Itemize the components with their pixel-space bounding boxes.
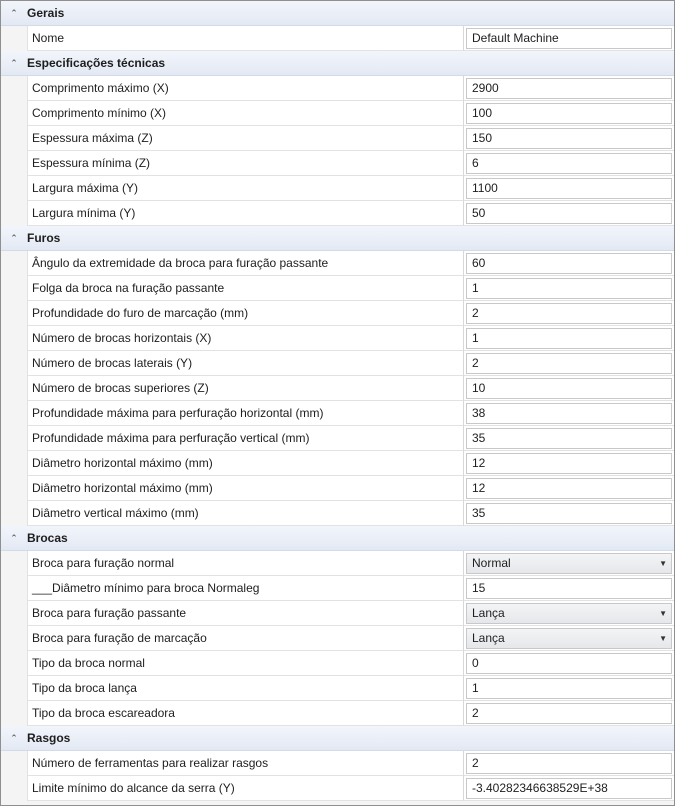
property-name[interactable]: Tipo da broca escareadora <box>27 701 463 726</box>
property-value-cell <box>463 626 674 651</box>
property-name[interactable]: Tipo da broca lança <box>27 676 463 701</box>
property-value-input[interactable]: 35 <box>466 428 672 449</box>
property-value-cell <box>463 76 674 101</box>
property-name[interactable]: Número de brocas superiores (Z) <box>27 376 463 401</box>
property-value-cell <box>463 401 674 426</box>
property-row <box>1 476 674 501</box>
property-value-input[interactable]: Default Machine <box>466 28 672 49</box>
property-value-cell <box>463 451 674 476</box>
property-value-input[interactable]: 2 <box>466 303 672 324</box>
property-row <box>1 251 674 276</box>
property-value-dropdown[interactable] <box>466 628 672 649</box>
property-value-cell <box>463 276 674 301</box>
property-value-input[interactable]: 1 <box>466 278 672 299</box>
property-row <box>1 701 674 726</box>
row-gutter <box>1 776 27 801</box>
property-value-input[interactable]: 35 <box>466 503 672 524</box>
row-gutter <box>1 251 27 276</box>
row-gutter <box>1 26 27 51</box>
property-name[interactable]: Largura máxima (Y) <box>27 176 463 201</box>
dropdown-arrow-icon[interactable]: ▼ <box>659 633 667 643</box>
property-value-input[interactable]: 1 <box>466 678 672 699</box>
property-name[interactable]: Número de brocas horizontais (X) <box>27 326 463 351</box>
property-value-cell <box>463 376 674 401</box>
property-row <box>1 376 674 401</box>
property-name[interactable]: Número de brocas laterais (Y) <box>27 351 463 376</box>
property-row <box>1 601 674 626</box>
property-value-cell <box>463 426 674 451</box>
dropdown-arrow-icon[interactable]: ▼ <box>659 608 667 618</box>
property-name[interactable]: Nome <box>27 26 463 51</box>
property-row <box>1 26 674 51</box>
property-value-cell <box>463 301 674 326</box>
row-gutter <box>1 376 27 401</box>
property-name[interactable]: Tipo da broca normal <box>27 651 463 676</box>
property-name[interactable]: Comprimento máximo (X) <box>27 76 463 101</box>
property-name[interactable]: Profundidade do furo de marcação (mm) <box>27 301 463 326</box>
category-label: Brocas <box>27 531 68 545</box>
property-name[interactable]: Comprimento mínimo (X) <box>27 101 463 126</box>
property-value-cell <box>463 576 674 601</box>
property-value-cell <box>463 751 674 776</box>
property-value-input[interactable]: 2 <box>466 703 672 724</box>
property-value-cell <box>463 701 674 726</box>
property-row <box>1 401 674 426</box>
property-value-cell <box>463 126 674 151</box>
property-row <box>1 426 674 451</box>
property-name[interactable]: Broca para furação de marcação <box>27 626 463 651</box>
row-gutter <box>1 426 27 451</box>
property-row <box>1 326 674 351</box>
property-name[interactable]: ___Diâmetro mínimo para broca Normaleg <box>27 576 463 601</box>
row-gutter <box>1 276 27 301</box>
row-gutter <box>1 76 27 101</box>
property-value-input[interactable]: 12 <box>466 453 672 474</box>
property-name[interactable]: Ângulo da extremidade da broca para furação passante <box>27 251 463 276</box>
row-gutter <box>1 401 27 426</box>
row-gutter <box>1 651 27 676</box>
property-value-cell <box>463 776 674 801</box>
property-value-input[interactable]: 10 <box>466 378 672 399</box>
property-value-input[interactable]: 60 <box>466 253 672 274</box>
property-value-cell <box>463 326 674 351</box>
property-value-input[interactable]: 6 <box>466 153 672 174</box>
collapse-chevron-icon[interactable]: ⌃ <box>10 7 18 18</box>
collapse-chevron-icon[interactable]: ⌃ <box>10 57 18 68</box>
property-row <box>1 201 674 226</box>
property-row <box>1 751 674 776</box>
property-row <box>1 351 674 376</box>
collapse-chevron-icon[interactable]: ⌃ <box>10 532 18 543</box>
property-name[interactable]: Limite mínimo do alcance da serra (Y) <box>27 776 463 801</box>
property-name[interactable]: Diâmetro horizontal máximo (mm) <box>27 451 463 476</box>
category-label: Furos <box>27 231 61 245</box>
property-name[interactable]: Broca para furação normal <box>27 551 463 576</box>
property-value-cell <box>463 176 674 201</box>
property-value-input[interactable]: 1 <box>466 328 672 349</box>
property-value-cell <box>463 651 674 676</box>
category-label: Rasgos <box>27 731 71 745</box>
property-name[interactable]: Diâmetro horizontal máximo (mm) <box>27 476 463 501</box>
row-gutter <box>1 676 27 701</box>
category-header-especificacoes-tecnicas[interactable] <box>1 51 674 76</box>
property-value-cell <box>463 101 674 126</box>
collapse-chevron-icon[interactable]: ⌃ <box>10 232 18 243</box>
property-row <box>1 501 674 526</box>
property-row <box>1 551 674 576</box>
property-value-cell <box>463 251 674 276</box>
property-name[interactable]: Número de ferramentas para realizar rasgos <box>27 751 463 776</box>
row-gutter <box>1 176 27 201</box>
category-header-furos[interactable] <box>1 226 674 251</box>
row-gutter <box>1 101 27 126</box>
property-name[interactable]: Largura mínima (Y) <box>27 201 463 226</box>
property-name[interactable]: Diâmetro vertical máximo (mm) <box>27 501 463 526</box>
property-value-input[interactable]: 2900 <box>466 78 672 99</box>
property-row <box>1 151 674 176</box>
property-value-input[interactable]: 15 <box>466 578 672 599</box>
property-row <box>1 451 674 476</box>
property-row <box>1 576 674 601</box>
property-row <box>1 626 674 651</box>
dropdown-arrow-icon[interactable]: ▼ <box>659 558 667 568</box>
property-value-input[interactable]: 2 <box>466 353 672 374</box>
property-row <box>1 776 674 801</box>
category-label: Especificações técnicas <box>27 56 166 70</box>
property-name[interactable]: Profundidade máxima para perfuração vertical (mm) <box>27 426 463 451</box>
row-gutter <box>1 151 27 176</box>
property-value-cell <box>463 351 674 376</box>
property-row <box>1 301 674 326</box>
property-value-input[interactable]: 38 <box>466 403 672 424</box>
property-name[interactable]: Folga da broca na furação passante <box>27 276 463 301</box>
property-value-cell <box>463 501 674 526</box>
property-value-input[interactable]: 12 <box>466 478 672 499</box>
property-value-cell <box>463 151 674 176</box>
property-name[interactable]: Profundidade máxima para perfuração horizontal (mm) <box>27 401 463 426</box>
property-value-dropdown[interactable] <box>466 603 672 624</box>
property-row <box>1 276 674 301</box>
dropdown-selected-value: Normal <box>472 556 511 570</box>
row-gutter <box>1 201 27 226</box>
row-gutter <box>1 126 27 151</box>
row-gutter <box>1 326 27 351</box>
row-gutter <box>1 551 27 576</box>
property-value-cell <box>463 476 674 501</box>
collapse-chevron-icon[interactable]: ⌃ <box>10 732 18 743</box>
row-gutter <box>1 351 27 376</box>
property-value-input[interactable]: 100 <box>466 103 672 124</box>
property-name[interactable]: Espessura mínima (Z) <box>27 151 463 176</box>
category-header-gerais[interactable] <box>1 1 674 26</box>
property-row <box>1 676 674 701</box>
property-value-input[interactable]: 50 <box>466 203 672 224</box>
category-header-rasgos[interactable] <box>1 726 674 751</box>
property-value-input[interactable]: 0 <box>466 653 672 674</box>
property-value-input[interactable]: 150 <box>466 128 672 149</box>
property-value-input[interactable]: 1100 <box>466 178 672 199</box>
row-gutter <box>1 626 27 651</box>
property-row <box>1 651 674 676</box>
property-name[interactable]: Broca para furação passante <box>27 601 463 626</box>
property-row <box>1 101 674 126</box>
property-value-cell <box>463 551 674 576</box>
row-gutter <box>1 751 27 776</box>
dropdown-selected-value: Lança <box>472 631 505 645</box>
category-header-brocas[interactable] <box>1 526 674 551</box>
row-gutter <box>1 501 27 526</box>
property-value-cell <box>463 676 674 701</box>
property-row <box>1 176 674 201</box>
row-gutter <box>1 576 27 601</box>
property-value-cell <box>463 26 674 51</box>
property-row <box>1 76 674 101</box>
row-gutter <box>1 476 27 501</box>
property-name[interactable]: Espessura máxima (Z) <box>27 126 463 151</box>
property-value-dropdown[interactable] <box>466 553 672 574</box>
row-gutter <box>1 701 27 726</box>
row-gutter <box>1 601 27 626</box>
property-value-cell <box>463 601 674 626</box>
row-gutter <box>1 301 27 326</box>
property-value-input[interactable]: -3.40282346638529E+38 <box>466 778 672 799</box>
property-value-cell <box>463 201 674 226</box>
category-label: Gerais <box>27 6 65 20</box>
row-gutter <box>1 451 27 476</box>
property-row <box>1 126 674 151</box>
dropdown-selected-value: Lança <box>472 606 505 620</box>
property-value-input[interactable]: 2 <box>466 753 672 774</box>
